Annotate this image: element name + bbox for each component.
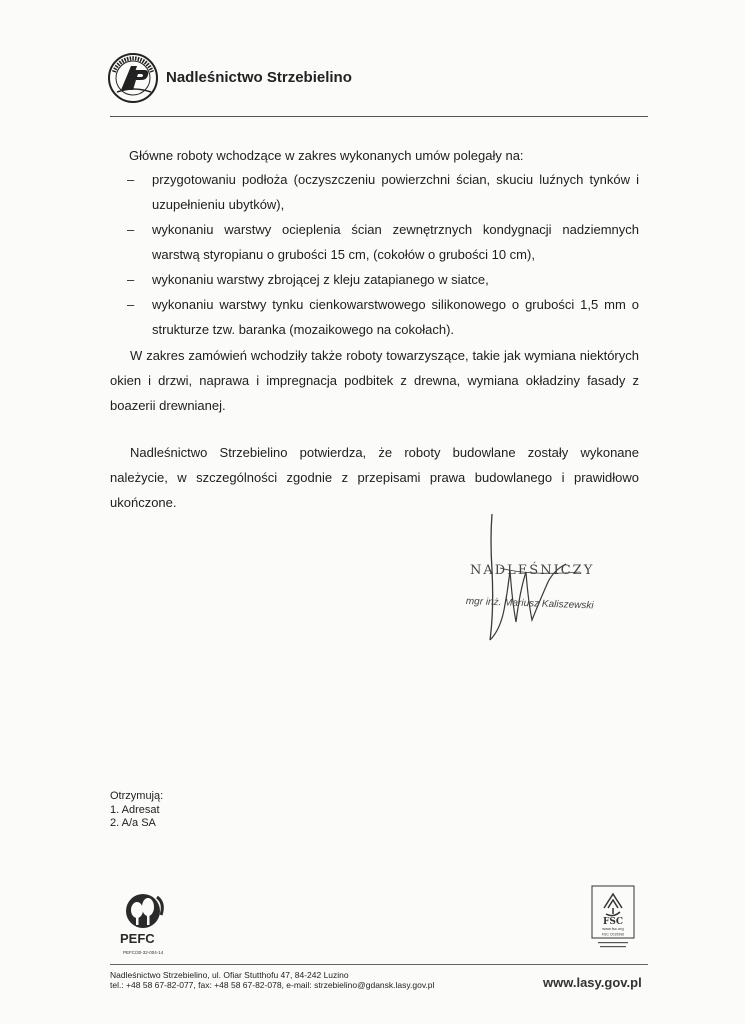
pefc-logo: [117, 885, 177, 957]
list-item: – wykonaniu warstwy tynku cienkowarstwowego silikonowego o grubości 1,5 mm o strukturze tzw. baranka (mozaikowego na cokołach).: [127, 292, 639, 342]
lasy-panstwowe-logo: [107, 52, 159, 104]
stamp-name: mgr inż. Mariusz Kaliszewski: [465, 596, 594, 612]
fsc-logo: [588, 884, 638, 958]
page-title: Nadleśnictwo Strzebielino: [166, 69, 352, 86]
fsc-site: www.fsc.org: [602, 926, 624, 931]
header-divider: [110, 116, 648, 117]
fsc-code: FSC C010996: [601, 932, 625, 937]
footer-address: [110, 970, 434, 990]
list-item: – przygotowaniu podłoża (oczyszczeniu powierzchni ścian, skuciu luźnych tynków i uzupełnieniu ubytków),: [127, 167, 639, 217]
list-item: – wykonaniu warstwy zbrojącej z kleju zatapianego w siatce,: [127, 267, 639, 292]
intro-text: Główne roboty wchodzące w zakres wykonanych umów polegały na:: [129, 148, 524, 163]
recipients-heading: Otrzymują:: [110, 790, 164, 802]
footer-address-line: Nadleśnictwo Strzebielino, ul. Ofiar Stutthofu 47, 84-242 Luzino: [110, 970, 349, 980]
footer-contact-line: tel.: +48 58 67-82-077, fax: +48 58 67-82-078, e-mail: strzebielino@gdansk.lasy.gov.pl: [110, 980, 435, 990]
handwritten-signature: [470, 510, 590, 650]
recipients-block: [110, 790, 163, 831]
recipient-item: 1. Adresat: [110, 803, 160, 816]
fsc-label: FSC: [602, 917, 624, 927]
list-item: – wykonaniu warstwy ocieplenia ścian zewnętrznych kondygnacji nadziemnych warstwą styropianu o grubości 15 cm, (cokołów o grubości 10 cm),: [127, 217, 639, 267]
paragraph-additional-works: W zakres zamówień wchodziły także roboty towarzyszące, takie jak wymiana niektórych okien i drzwi, naprawa i impregnacja podbitek z drewna, wymiana okładziny fasady z boazerii drewnianej.: [110, 348, 639, 413]
list-marker: –: [127, 222, 135, 237]
footer-website-link[interactable]: www.lasy.gov.pl: [543, 975, 642, 990]
recipient-item: 2. A/a SA: [110, 817, 156, 829]
list-marker: –: [127, 297, 135, 312]
pefc-code: PEFC/30-32-004-14: [123, 950, 164, 955]
list-marker: –: [127, 172, 135, 187]
work-list: [127, 167, 639, 342]
pefc-label: PEFC: [120, 931, 155, 946]
paragraph-confirmation: Nadleśnictwo Strzebielino potwierdza, że roboty budowlane zostały wykonane należycie, w szczególności zgodnie z przepisami prawa budowlanego i prawidłowo ukończone.: [110, 445, 639, 510]
footer-divider: [110, 964, 648, 965]
stamp-title: NADLEŚNICZY: [470, 563, 595, 578]
list-marker: –: [127, 272, 135, 287]
